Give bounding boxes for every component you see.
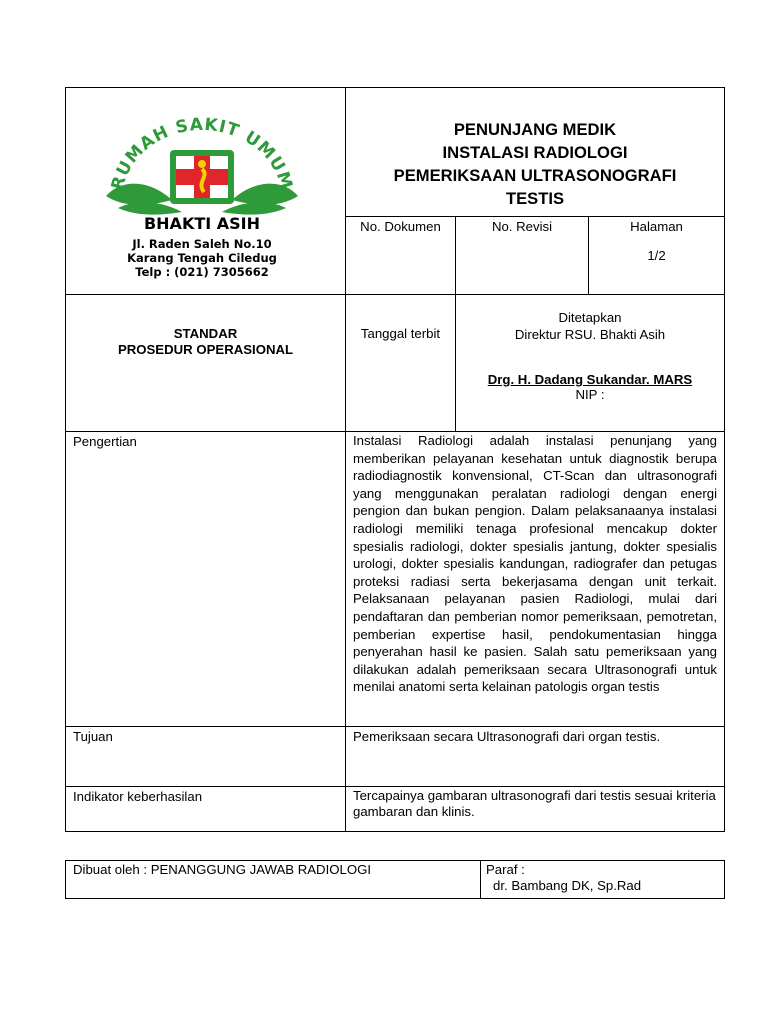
ditetapkan-label: Ditetapkan bbox=[558, 310, 622, 325]
table-divider-header bbox=[345, 216, 725, 217]
table-border-right bbox=[724, 87, 725, 832]
table-divider-row4 bbox=[65, 786, 725, 787]
footer-border-left bbox=[65, 860, 66, 899]
title-line-2: INSTALASI RADIOLOGI bbox=[442, 143, 628, 162]
logo-emblem-icon bbox=[98, 108, 306, 228]
logo-hospital-name: BHAKTI ASIH bbox=[143, 214, 261, 233]
table-border-bottom bbox=[65, 831, 725, 832]
nip-label: NIP : bbox=[575, 387, 605, 402]
table-divider-row3 bbox=[65, 726, 725, 727]
hospital-logo bbox=[98, 108, 306, 284]
pengertian-text: Instalasi Radiologi adalah instalasi penunjang yang memberikan pelayanan kesehatan untuk diagnostik berupa radiodiagnostik konvensional, CT-Scan dan ultrasonografi yang menggunakan peralatan radiologi dengan energi pengion dan bukan pengion. Dalam pelaksanaanya instalasi radiologi memiliki tenaga profesional mencakup dokter spesialis radiologi, dokter spesialis jantung, dokter spesialis urologi, dokter spesialis kandungan, radiografer dan petugas proteksi radiasi serta bekerjasama dengan unit terkait. Pelaksanaan pelayanan pasien Radiologi, mulai dari pendaftaran dan pemberian nomor pemeriksaan, pemotretan, pemberian expertise hasil, pendokumentasian hingga penyerahan hasil ke pasien. Salah satu pemeriksaan yang dilakukan adalah pemeriksaan secara Ultrasonografi untuk menilai anatomi serta kelainan patologis organ testis bbox=[353, 433, 717, 695]
logo-address-line1: Jl. Raden Saleh No.10 bbox=[132, 237, 272, 251]
tujuan-label: Tujuan bbox=[73, 729, 113, 744]
svg-text:RUMAH SAKIT UMUM: RUMAH SAKIT UMUM bbox=[107, 114, 297, 193]
table-divider-row1 bbox=[65, 294, 725, 295]
paraf-label: Paraf : bbox=[486, 862, 525, 877]
logo-phone: Telp : (021) 7305662 bbox=[135, 265, 269, 279]
title-line-3: PEMERIKSAAN ULTRASONOGRAFI bbox=[393, 166, 677, 185]
footer-border-bottom bbox=[65, 898, 725, 899]
paraf-name: dr. Bambang DK, Sp.Rad bbox=[493, 878, 642, 893]
table-border-left bbox=[65, 87, 66, 832]
pengertian-label: Pengertian bbox=[73, 434, 137, 449]
no-dokumen-label: No. Dokumen bbox=[360, 219, 441, 234]
direktur-label: Direktur RSU. Bhakti Asih bbox=[514, 327, 666, 342]
no-revisi-label: No. Revisi bbox=[491, 219, 553, 234]
footer-divider bbox=[480, 860, 481, 899]
signatory-name: Drg. H. Dadang Sukandar. MARS bbox=[487, 372, 693, 387]
table-border-top bbox=[65, 87, 725, 88]
sop-title-line1: STANDAR bbox=[173, 326, 238, 341]
logo-address-line2: Karang Tengah Ciledug bbox=[127, 251, 277, 265]
halaman-value: 1/2 bbox=[647, 248, 666, 263]
document-title bbox=[346, 118, 724, 210]
tanggal-terbit-label: Tanggal terbit bbox=[360, 326, 441, 341]
footer-border-right bbox=[724, 860, 725, 899]
indikator-label: Indikator keberhasilan bbox=[73, 789, 203, 804]
dibuat-oleh: Dibuat oleh : PENANGGUNG JAWAB RADIOLOGI bbox=[73, 862, 372, 877]
halaman-label: Halaman bbox=[630, 219, 683, 234]
title-line-4: TESTIS bbox=[505, 189, 565, 208]
sop-title-line2: PROSEDUR OPERASIONAL bbox=[117, 342, 294, 357]
title-line-1: PENUNJANG MEDIK bbox=[453, 120, 617, 139]
tujuan-text: Pemeriksaan secara Ultrasonografi dari organ testis. bbox=[353, 729, 661, 744]
indikator-text: Tercapainya gambaran ultrasonografi dari testis sesuai kriteria gambaran dan klinis. bbox=[353, 788, 716, 819]
